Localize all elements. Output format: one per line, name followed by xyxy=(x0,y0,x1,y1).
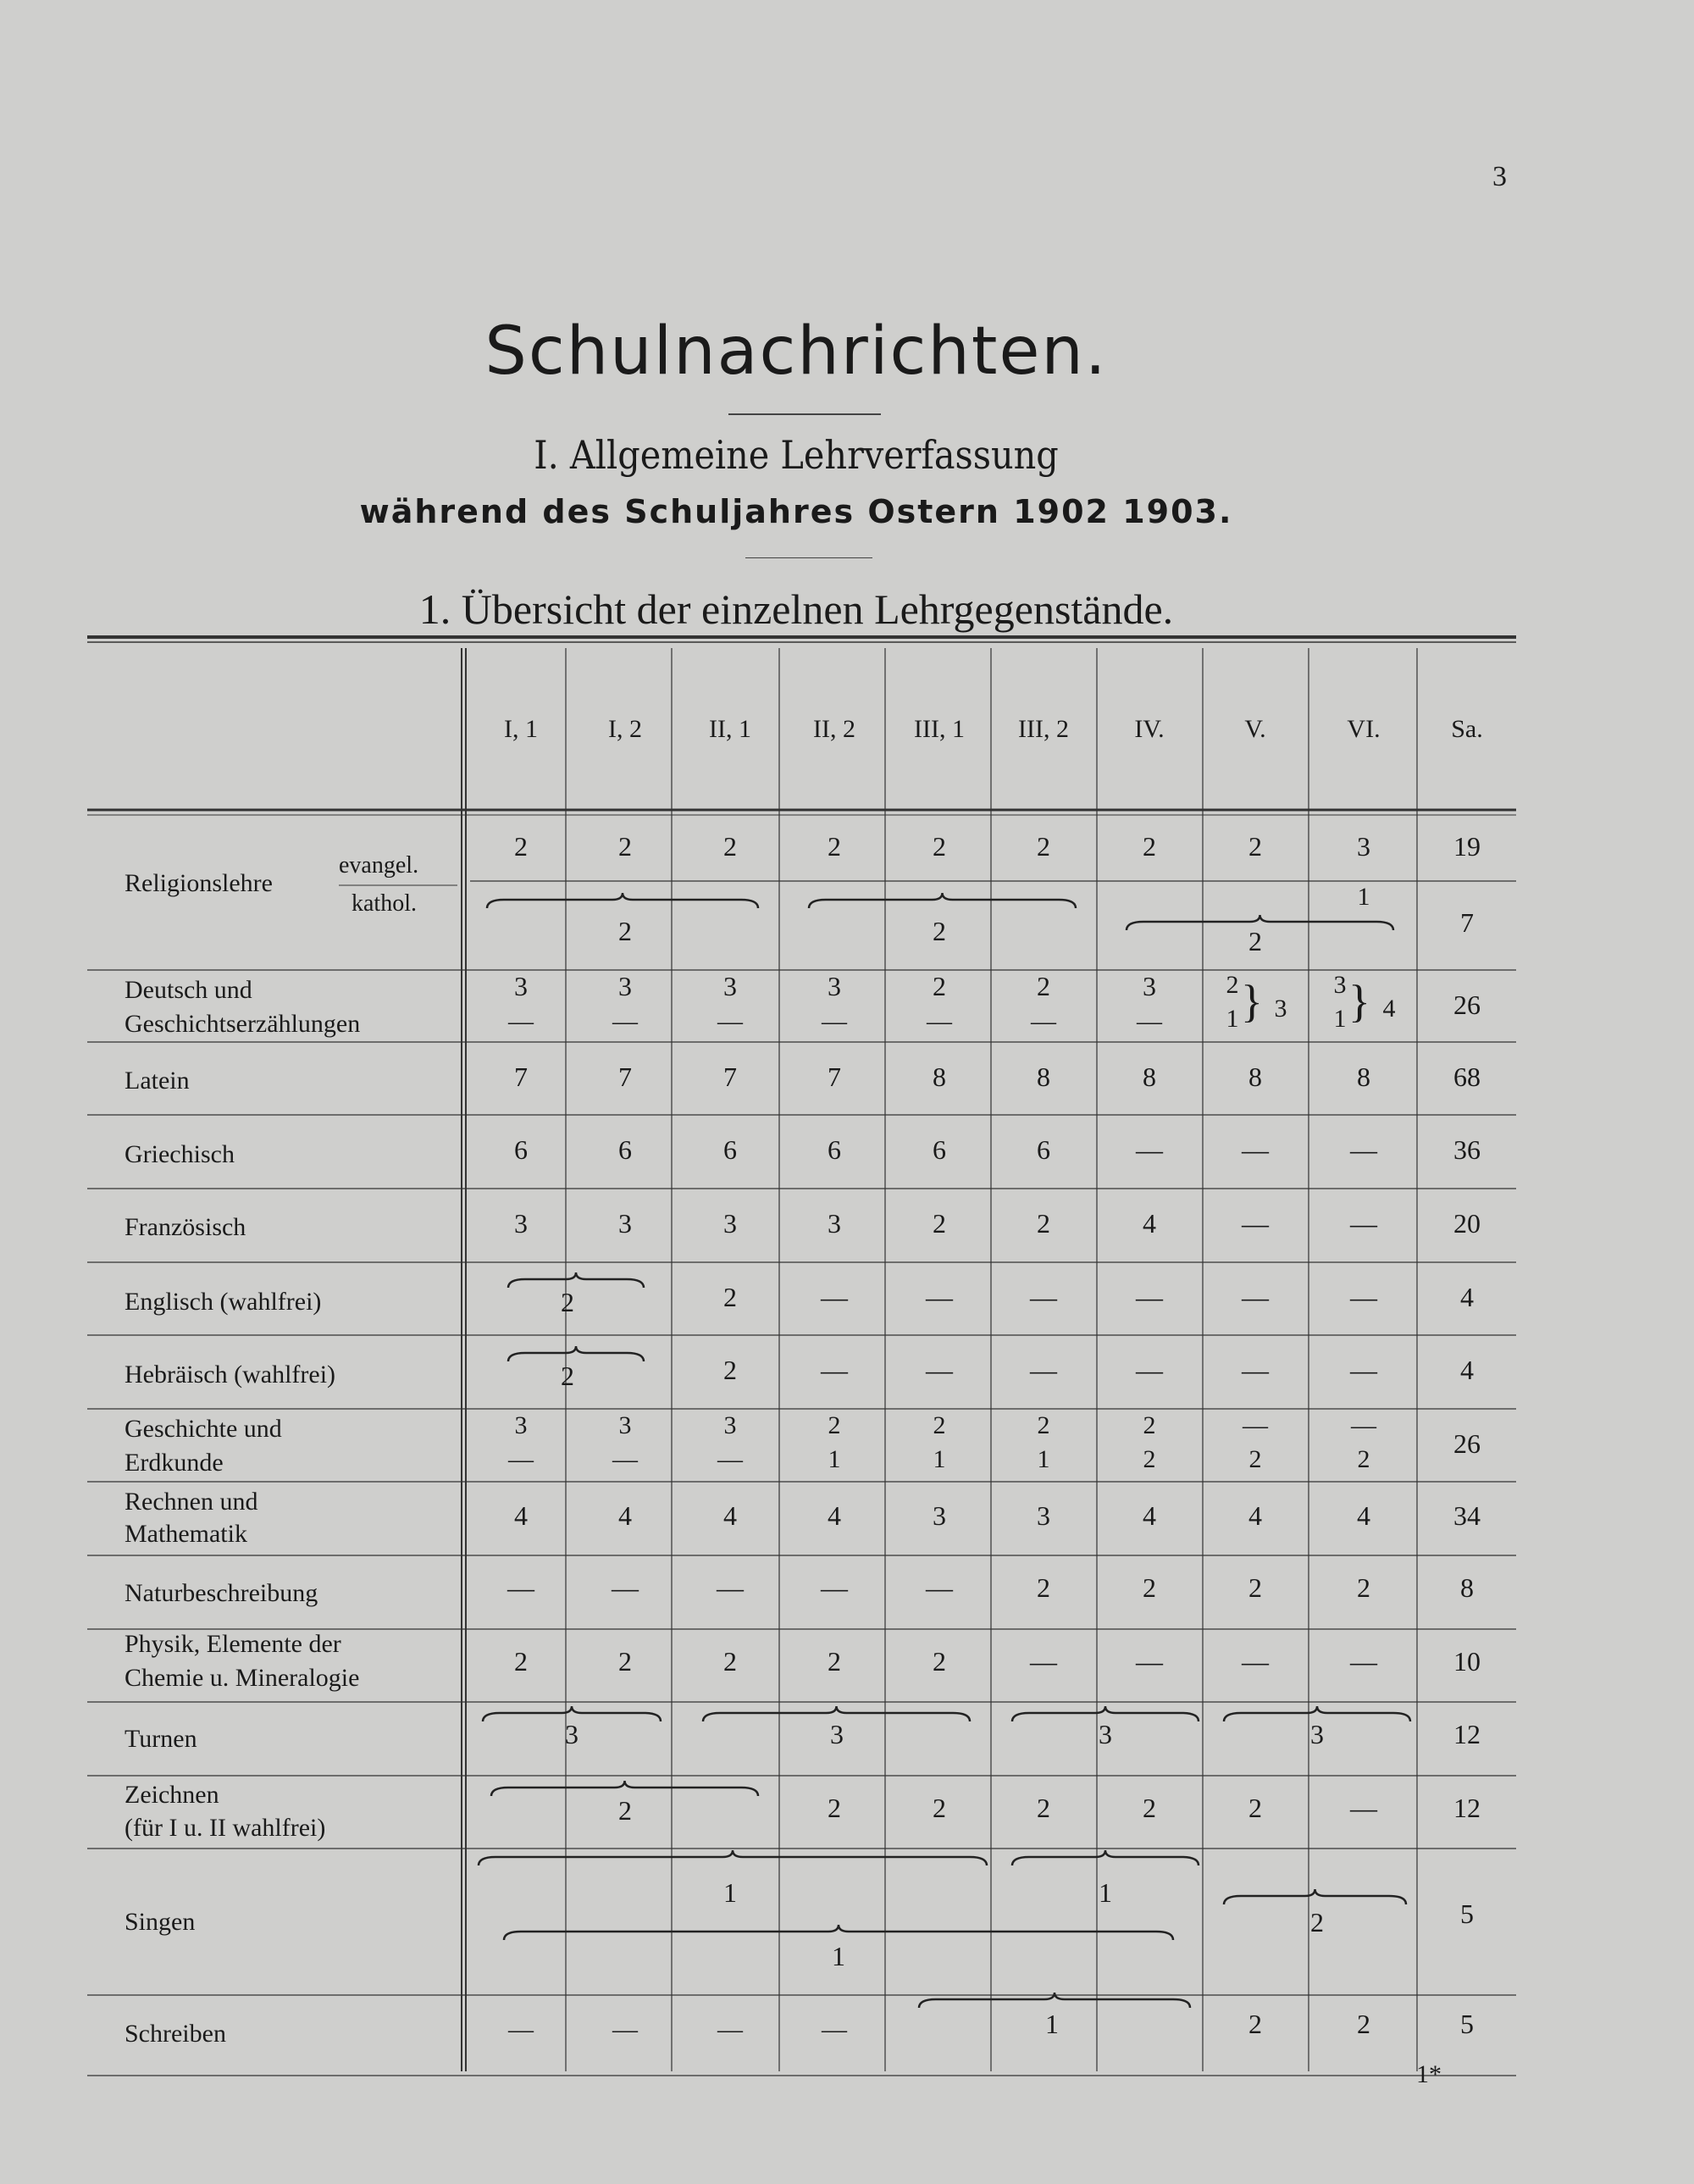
turnen-sum: 12 xyxy=(1453,1719,1481,1749)
natur-value: 2 xyxy=(1037,1572,1050,1603)
signature-mark: 1* xyxy=(1416,2060,1442,2088)
turnen-group-4: 3 xyxy=(1310,1719,1324,1749)
religion-evangel-value: 2 xyxy=(1248,831,1262,862)
zeichnen-group: 2 xyxy=(618,1795,632,1826)
latein-value: 7 xyxy=(514,1062,528,1092)
natur-value: 8 xyxy=(1460,1572,1474,1603)
latein-value: 8 xyxy=(1143,1062,1156,1092)
franzoesisch-value: — xyxy=(1350,1208,1377,1239)
singen-brace-3 xyxy=(504,1925,1173,1940)
rechnen-value: 3 xyxy=(933,1500,946,1531)
deutsch-dash: — xyxy=(717,1007,743,1035)
englisch-value: — xyxy=(821,1282,848,1312)
hebraeisch-brace xyxy=(508,1346,644,1361)
franzoesisch-value: 3 xyxy=(514,1208,528,1239)
column-header-0: I, 1 xyxy=(504,715,538,743)
rechnen-value: 4 xyxy=(828,1500,841,1531)
griechisch-value: 6 xyxy=(1037,1134,1050,1165)
religion-evangel-value: 2 xyxy=(723,831,737,862)
religion-evangel-value: 3 xyxy=(1357,831,1370,862)
franzoesisch-value: 3 xyxy=(828,1208,841,1239)
zeichnen-value: 2 xyxy=(933,1793,946,1823)
zeichnen-label-1: Zeichnen xyxy=(125,1781,219,1809)
hebraeisch-value: — xyxy=(1136,1355,1163,1385)
physik-value: 2 xyxy=(514,1646,528,1677)
geschichte-label-1: Geschichte und xyxy=(125,1415,282,1443)
rechnen-value: 4 xyxy=(723,1500,737,1531)
natur-value: — xyxy=(926,1572,953,1603)
schreiben-sum: 5 xyxy=(1460,2009,1474,2039)
column-header-4: III, 1 xyxy=(914,715,965,743)
deutsch-label-2: Geschichtserzählungen xyxy=(125,1010,361,1038)
deutsch-dash: — xyxy=(1031,1007,1056,1035)
deutsch-dash: — xyxy=(822,1007,847,1035)
deutsch-vi-brace: } xyxy=(1348,976,1370,1027)
rechnen-value: 4 xyxy=(1357,1500,1370,1531)
physik-value: 2 xyxy=(618,1646,632,1677)
natur-value: — xyxy=(612,1572,639,1603)
englisch-value: — xyxy=(926,1282,953,1312)
griechisch-value: 6 xyxy=(723,1134,737,1165)
geschichte-sum: 26 xyxy=(1453,1428,1481,1459)
franzoesisch-value: — xyxy=(1242,1208,1269,1239)
hebraeisch-value: — xyxy=(1350,1355,1377,1385)
natur-value: 2 xyxy=(1248,1572,1262,1603)
englisch-value: — xyxy=(1242,1282,1269,1312)
turnen-label: Turnen xyxy=(125,1725,197,1753)
latein-value: 7 xyxy=(828,1062,841,1092)
singen-brace-1 xyxy=(479,1850,987,1865)
natur-value: — xyxy=(717,1572,744,1603)
geschichte-bottom: 2 xyxy=(1357,1445,1370,1473)
physik-value: — xyxy=(1136,1646,1163,1677)
schreiben-vi: 2 xyxy=(1357,2009,1370,2039)
deutsch-top: 2 xyxy=(1037,971,1050,1001)
singen-v-vi: 2 xyxy=(1310,1907,1324,1937)
schreiben-group: 1 xyxy=(1045,2009,1059,2039)
column-header-3: II, 2 xyxy=(813,715,855,743)
englisch-value: 2 xyxy=(723,1282,737,1312)
natur-value: — xyxy=(821,1572,848,1603)
geschichte-bottom: 1 xyxy=(1037,1445,1050,1473)
griechisch-value: 36 xyxy=(1453,1134,1481,1165)
geschichte-bottom: 1 xyxy=(933,1445,946,1473)
rechnen-label-1: Rechnen und xyxy=(125,1488,258,1516)
physik-value: — xyxy=(1242,1646,1269,1677)
turnen-group-2: 3 xyxy=(830,1719,844,1749)
religion-label: Religionslehre xyxy=(125,869,273,897)
geschichte-label-2: Erdkunde xyxy=(125,1449,224,1477)
deutsch-dash: — xyxy=(1137,1007,1162,1035)
column-header-1: I, 2 xyxy=(608,715,642,743)
franzoesisch-value: 20 xyxy=(1453,1208,1481,1239)
religion-evangel-value: 2 xyxy=(933,831,946,862)
franzoesisch-label: Französisch xyxy=(125,1213,246,1241)
zeichnen-value: 2 xyxy=(828,1793,841,1823)
deutsch-dash: — xyxy=(508,1007,534,1035)
geschichte-bottom: — xyxy=(508,1445,534,1473)
zeichnen-brace xyxy=(491,1781,758,1796)
natur-label: Naturbeschreibung xyxy=(125,1579,318,1607)
geschichte-top: 3 xyxy=(618,1411,632,1439)
geschichte-top: 2 xyxy=(1037,1411,1050,1439)
singen-top-1: 1 xyxy=(723,1877,737,1908)
griechisch-value: 6 xyxy=(828,1134,841,1165)
turnen-group-1: 3 xyxy=(565,1719,579,1749)
religion-sub-evangel: evangel. xyxy=(339,852,419,879)
turnen-group-3: 3 xyxy=(1099,1719,1112,1749)
geschichte-bottom: 1 xyxy=(828,1445,841,1473)
deutsch-label-1: Deutsch und xyxy=(125,976,252,1004)
rechnen-value: 4 xyxy=(514,1500,528,1531)
geschichte-top: 2 xyxy=(1143,1411,1156,1439)
religion-evangel-value: 2 xyxy=(618,831,632,862)
singen-brace-2 xyxy=(1012,1850,1199,1865)
schreiben-v: 2 xyxy=(1248,2009,1262,2039)
rechnen-label-2: Mathematik xyxy=(125,1520,247,1548)
table-title: 1. Übersicht der einzelnen Lehrgegenstände. xyxy=(418,585,1174,633)
franzoesisch-value: 4 xyxy=(1143,1208,1156,1239)
zeichnen-value: — xyxy=(1350,1793,1377,1823)
englisch-group: 2 xyxy=(561,1287,574,1317)
hebraeisch-value: 4 xyxy=(1460,1355,1474,1385)
singen-brace-4 xyxy=(1224,1889,1406,1904)
religion-evangel-value: 19 xyxy=(1453,831,1481,862)
zeichnen-value: 2 xyxy=(1037,1793,1050,1823)
latein-value: 8 xyxy=(1037,1062,1050,1092)
schreiben-value: — xyxy=(717,2015,743,2043)
physik-value: 2 xyxy=(828,1646,841,1677)
deutsch-top: 2 xyxy=(933,971,946,1001)
religion-brace-1 xyxy=(487,893,758,908)
natur-value: 2 xyxy=(1357,1572,1370,1603)
griechisch-value: 6 xyxy=(933,1134,946,1165)
rechnen-value: 4 xyxy=(1143,1500,1156,1531)
latein-value: 8 xyxy=(1248,1062,1262,1092)
griechisch-value: — xyxy=(1136,1134,1163,1165)
latein-value: 8 xyxy=(933,1062,946,1092)
zeichnen-value: 2 xyxy=(1248,1793,1262,1823)
zeichnen-label-2: (für I u. II wahlfrei) xyxy=(125,1814,326,1842)
deutsch-vi-top: 3 xyxy=(1333,971,1347,999)
schreiben-value: — xyxy=(612,2015,638,2043)
column-header-9: Sa. xyxy=(1451,715,1483,743)
geschichte-top: 3 xyxy=(723,1411,737,1439)
englisch-value: — xyxy=(1350,1282,1377,1312)
religion-evangel-value: 2 xyxy=(514,831,528,862)
column-header-7: V. xyxy=(1244,715,1266,743)
franzoesisch-value: 3 xyxy=(618,1208,632,1239)
englisch-value: — xyxy=(1136,1282,1163,1312)
deutsch-dash: — xyxy=(612,1007,638,1035)
natur-value: — xyxy=(507,1572,534,1603)
natur-value: 2 xyxy=(1143,1572,1156,1603)
geschichte-bottom: — xyxy=(612,1445,638,1473)
religion-sub-kathol: kathol. xyxy=(352,890,417,917)
englisch-brace xyxy=(508,1272,644,1288)
griechisch-value: 6 xyxy=(514,1134,528,1165)
physik-value: 10 xyxy=(1453,1646,1481,1677)
franzoesisch-value: 2 xyxy=(933,1208,946,1239)
column-header-5: III, 2 xyxy=(1018,715,1069,743)
physik-value: — xyxy=(1350,1646,1377,1677)
main-title: Schulnachrichten. xyxy=(484,313,1108,390)
deutsch-v-total: 3 xyxy=(1274,995,1287,1023)
hebraeisch-value: — xyxy=(926,1355,953,1385)
deutsch-v-brace: } xyxy=(1241,976,1263,1027)
deutsch-top: 3 xyxy=(828,971,841,1001)
religion-kathol-vi: 1 xyxy=(1357,883,1370,911)
griechisch-label: Griechisch xyxy=(125,1140,235,1168)
geschichte-bottom: 2 xyxy=(1143,1445,1156,1473)
deutsch-dash: — xyxy=(927,1007,952,1035)
column-header-6: IV. xyxy=(1134,715,1165,743)
geschichte-top: 3 xyxy=(514,1411,528,1439)
deutsch-top: 3 xyxy=(514,971,528,1001)
geschichte-top: — xyxy=(1351,1411,1376,1439)
latein-label: Latein xyxy=(125,1067,190,1095)
singen-sum: 5 xyxy=(1460,1899,1474,1929)
englisch-value: 4 xyxy=(1460,1282,1474,1312)
hebraeisch-group: 2 xyxy=(561,1361,574,1391)
geschichte-top: — xyxy=(1243,1411,1268,1439)
hebraeisch-value: — xyxy=(1030,1355,1057,1385)
hebraeisch-label: Hebräisch (wahlfrei) xyxy=(125,1361,336,1389)
hebraeisch-value: — xyxy=(1242,1355,1269,1385)
schreiben-value: — xyxy=(822,2015,847,2043)
physik-value: 2 xyxy=(723,1646,737,1677)
rechnen-value: 4 xyxy=(618,1500,632,1531)
religion-evangel-value: 2 xyxy=(828,831,841,862)
physik-value: — xyxy=(1030,1646,1057,1677)
geschichte-bottom: 2 xyxy=(1248,1445,1262,1473)
rechnen-value: 3 xyxy=(1037,1500,1050,1531)
englisch-label: Englisch (wahlfrei) xyxy=(125,1288,322,1316)
physik-label-2: Chemie u. Mineralogie xyxy=(125,1664,360,1692)
column-header-2: II, 1 xyxy=(709,715,751,743)
subtitle: während des Schuljahres Ostern 1902 1903. xyxy=(359,493,1233,530)
religion-kathol-sum: 7 xyxy=(1460,907,1474,938)
latein-value: 68 xyxy=(1453,1062,1481,1092)
geschichte-top: 2 xyxy=(828,1411,841,1439)
physik-label-1: Physik, Elemente der xyxy=(125,1630,341,1658)
deutsch-v-bottom: 1 xyxy=(1226,1005,1239,1033)
deutsch-top: 3 xyxy=(1143,971,1156,1001)
rechnen-value: 4 xyxy=(1248,1500,1262,1531)
deutsch-v-top: 2 xyxy=(1226,971,1239,999)
geschichte-top: 2 xyxy=(933,1411,946,1439)
geschichte-bottom: — xyxy=(717,1445,743,1473)
religion-evangel-value: 2 xyxy=(1037,831,1050,862)
franzoesisch-value: 3 xyxy=(723,1208,737,1239)
rechnen-value: 34 xyxy=(1453,1500,1481,1531)
deutsch-sum: 26 xyxy=(1453,989,1481,1020)
singen-label: Singen xyxy=(125,1908,196,1936)
zeichnen-value: 2 xyxy=(1143,1793,1156,1823)
zeichnen-value: 12 xyxy=(1453,1793,1481,1823)
religion-kathol-group-3: 2 xyxy=(1248,926,1262,956)
religion-kathol-group-2: 2 xyxy=(933,916,946,946)
franzoesisch-value: 2 xyxy=(1037,1208,1050,1239)
deutsch-top: 3 xyxy=(618,971,632,1001)
deutsch-vi-total: 4 xyxy=(1382,995,1396,1023)
page-number: 3 xyxy=(1492,161,1507,192)
schreiben-value: — xyxy=(508,2015,534,2043)
singen-bottom: 1 xyxy=(832,1941,845,1971)
physik-value: 2 xyxy=(933,1646,946,1677)
hebraeisch-value: 2 xyxy=(723,1355,737,1385)
griechisch-value: — xyxy=(1242,1134,1269,1165)
griechisch-value: 6 xyxy=(618,1134,632,1165)
religion-kathol-group-1: 2 xyxy=(618,916,632,946)
hebraeisch-value: — xyxy=(821,1355,848,1385)
schreiben-label: Schreiben xyxy=(125,2020,226,2048)
column-header-8: VI. xyxy=(1347,715,1381,743)
religion-brace-2 xyxy=(809,893,1076,908)
latein-value: 7 xyxy=(723,1062,737,1092)
englisch-value: — xyxy=(1030,1282,1057,1312)
deutsch-top: 3 xyxy=(723,971,737,1001)
griechisch-value: — xyxy=(1350,1134,1377,1165)
latein-value: 7 xyxy=(618,1062,632,1092)
latein-value: 8 xyxy=(1357,1062,1370,1092)
religion-evangel-value: 2 xyxy=(1143,831,1156,862)
section-title: I. Allgemeine Lehrverfassung xyxy=(534,432,1059,478)
singen-top-2: 1 xyxy=(1099,1877,1112,1908)
deutsch-vi-bottom: 1 xyxy=(1333,1005,1347,1033)
